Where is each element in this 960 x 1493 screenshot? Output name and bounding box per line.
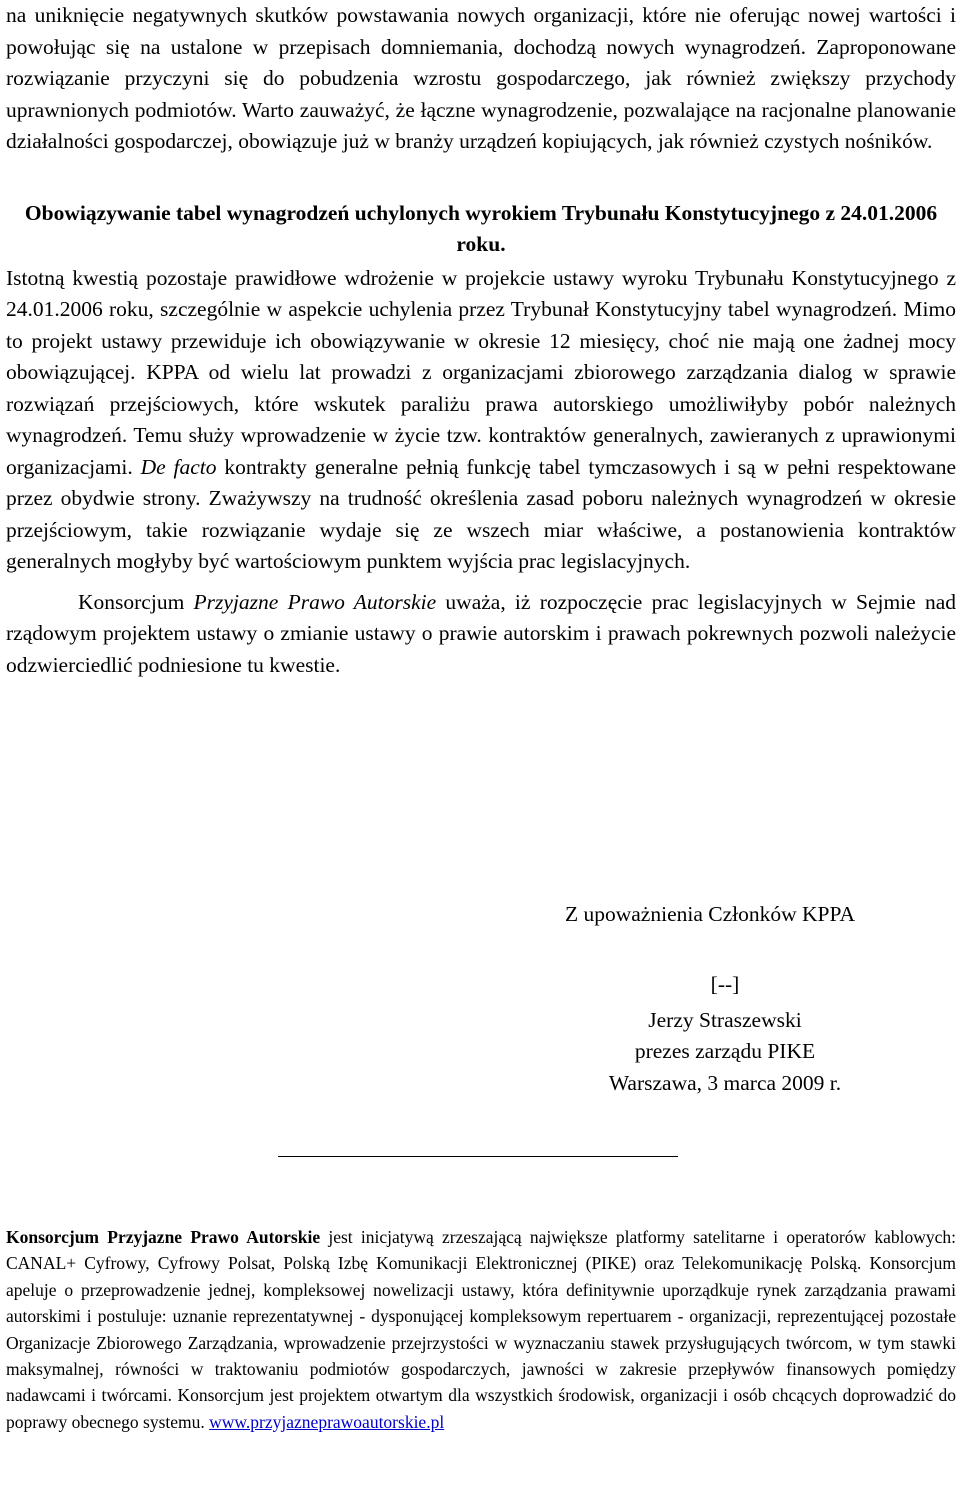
footer-text: jest inicjatywą zrzeszającą największe platformy satelitarne i operatorów kablowych: CANAL+ Cyfrowy, Cyfrowy Polsat, Polską Izbę Komunikacji Elektronicznej (PIKE) oraz Telekomunikację Polską. Konsorcjum apeluje o przeprowadzenie jednej, kompleksowej nowelizacji ustawy, która definitywnie uporządkuje rynek zarządzania prawami autorskimi i postuluje: uznanie reprezentatywnej - dysponującej kompleksowym repertuarem - organizacji, reprezentującej pozostałe Organizacje Zbiorowego Zarządzania, wprowadzenie przejrzystości w wyznaczaniu stawek przysługujących twórcom, w tym stawki maksymalnej, równości w traktowaniu podmiotów gospodarczych, jawności w zakresie przepływów finansowych pomiędzy nadawcami i twórcami. Konsorcjum jest projektem otwartym dla wszystkich środowisk, organizacji i osób chcących doprowadzić do poprawy obecnego systemu. — [6, 1227, 956, 1432]
footer-note — [6, 1224, 956, 1435]
place-date: Warszawa, 3 marca 2009 r. — [608, 1070, 842, 1095]
document-body — [6, 0, 956, 681]
authorization-line — [500, 899, 920, 931]
website-link[interactable]: www.przyjazneprawoautorskie.pl — [209, 1411, 445, 1432]
section-heading: Obowiązywanie tabel wynagrodzeń uchylonych wyrokiem Trybunału Konstytucyjnego z 24.01.2006 roku. — [24, 200, 938, 256]
signatory-name: Jerzy Straszewski — [648, 1007, 802, 1032]
paragraph-conclusion-text-2: uważa, iż rozpoczęcie prac legislacyjnych w Sejmie nad rządowym projektem ustawy o zmianie ustawy o prawie autorskim i prawach pokrewnych pozwoli należycie odzwierciedlić podniesione tu kwestie. — [6, 589, 956, 677]
paragraph-conclusion-text-1: Konsorcjum — [78, 589, 194, 614]
paragraph-tables-text-2: kontrakty generalne pełnią funkcję tabel tymczasowych i są w pełni respektowane przez obydwie strony. Zważywszy na trudność określenia zasad poboru należnych wynagrodzeń w okresie przejściowym, takie rozwiązanie wydaje się ze wszech miar właściwe, a postanowienia kontraktów generalnych mogłyby być wartościowym punktem wyjścia prac legislacyjnych. — [6, 454, 956, 573]
signature-mark: [--] — [710, 972, 740, 996]
paragraph-intro: na uniknięcie negatywnych skutków powstawania nowych organizacji, które nie oferując nowej wartości i powołując się na ustalone w przepisach domniemania, dochodzą nowych wynagrodzeń. Zaproponowane rozwiązanie przyczyni się do pobudzenia wzrostu gospodarczego, jak również zwiększy przychody uprawnionych podmiotów. Warto zauważyć, że łączne wynagrodzenie, pozwalające na racjonalne planowanie działalności gospodarczej, obowiązuje już w branży urządzeń kopiujących, jak również czystych nośników. — [6, 3, 956, 153]
footer-bold-name: Konsorcjum Przyjazne Prawo Autorskie — [6, 1227, 321, 1247]
paragraph-tables-italic: De facto — [140, 454, 217, 479]
footer-divider — [278, 1156, 678, 1157]
signatory-title: prezes zarządu PIKE — [634, 1039, 816, 1063]
paragraph-conclusion-italic: Przyjazne Prawo Autorskie — [193, 589, 437, 614]
signature-block — [570, 969, 880, 1099]
authorization-text: Z upoważnienia Członków KPPA — [564, 902, 856, 926]
paragraph-tables-text-1: Istotną kwestią pozostaje prawidłowe wdrożenie w projekcie ustawy wyroku Trybunału Konstytucyjnego z 24.01.2006 roku, szczególnie w aspekcie uchylenia przez Trybunał Konstytucyjny tabel wynagrodzeń. Mimo to projekt ustawy przewiduje ich obowiązywanie w okresie 12 miesięcy, choć nie mają one żadnej mocy obowiązującej. KPPA od wielu lat prowadzi z organizacjami zbiorowego zarządzania dialog w sprawie rozwiązań przejściowych, które wskutek paraliżu prawa autorskiego umożliwiłyby pobór należnych wynagrodzeń. Temu służy wprowadzenie w życie tzw. kontraktów generalnych, zawieranych z uprawionymi organizacjami. — [6, 265, 956, 479]
paragraph-conclusion — [6, 587, 956, 682]
paragraph-tables — [6, 263, 956, 578]
